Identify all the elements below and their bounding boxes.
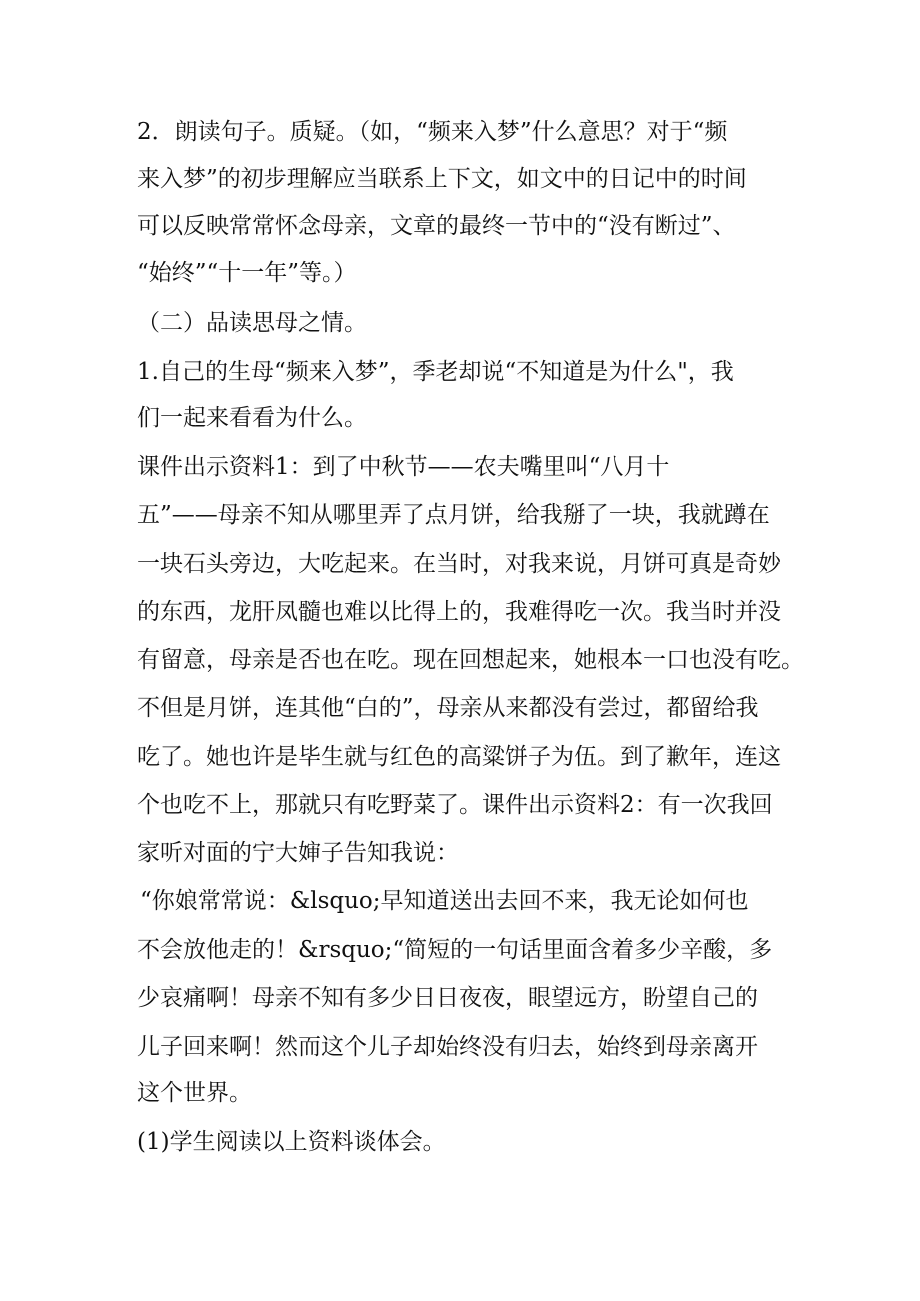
text-line-18: 不会放他走的！&rsquo;“简短的一句话里面含着多少辛酸，多 [137,937,773,963]
text-line-9: 五”——母亲不知从哪里弄了点月饼，给我掰了一块，我就蹲在 [137,502,770,528]
section-heading: （二）品读思母之情。 [137,310,367,336]
text-line-8: 课件出示资料1：到了中秋节——农夫嘴里叫“八月十 [137,454,670,480]
text-line-11: 的东西，龙肝凤髓也难以比得上的，我难得吃一次。我当时并没 [137,599,781,625]
text-line-10: 一块石头旁边，大吃起来。在当时，对我来说，月饼可真是奇妙 [137,551,781,577]
text-line-12: 有留意，母亲是否也在吃。现在回想起来，她根本一口也没有吃。 [137,647,804,673]
text-line-17: “你娘常常说：&lsquo;早知道送出去回不来，我无论如何也 [140,888,749,914]
text-line-4: “始终”“十一年”等。） [137,260,357,286]
text-line-15: 个也吃不上，那就只有吃野菜了。课件出示资料2：有一次我回 [137,792,773,818]
text-line-19: 少哀痛啊！母亲不知有多少日日夜夜，眼望远方，盼望自己的 [137,985,758,1011]
text-line-21: 这个世界。 [137,1080,252,1106]
text-line-3: 可以反映常常怀念母亲，文章的最终一节中的“没有断过”、 [137,213,736,239]
text-line-2: 来入梦”的初步理解应当联系上下文，如文中的日记中的时间 [137,166,747,192]
text-line-22: (1)学生阅读以上资料谈体会。 [137,1129,446,1155]
text-line-7: 们一起来看看为什么。 [137,405,367,431]
text-line-16: 家听对面的宁大婶子告知我说： [137,840,459,866]
text-line-6: 1.自己的生母“频来入梦”，季老却说“不知道是为什么"，我 [137,359,734,385]
text-line-20: 儿子回来啊！然而这个儿子却始终没有归去，始终到母亲离开 [137,1034,758,1060]
text-line-1: 2．朗读句子。质疑。（如，“频来入梦”什么意思？对于“频 [137,119,728,145]
text-line-13: 不但是月饼，连其他“白的”，母亲从来都没有尝过，都留给我 [137,695,759,721]
text-line-14: 吃了。她也许是毕生就与红色的高粱饼子为伍。到了歉年，连这 [137,744,781,770]
